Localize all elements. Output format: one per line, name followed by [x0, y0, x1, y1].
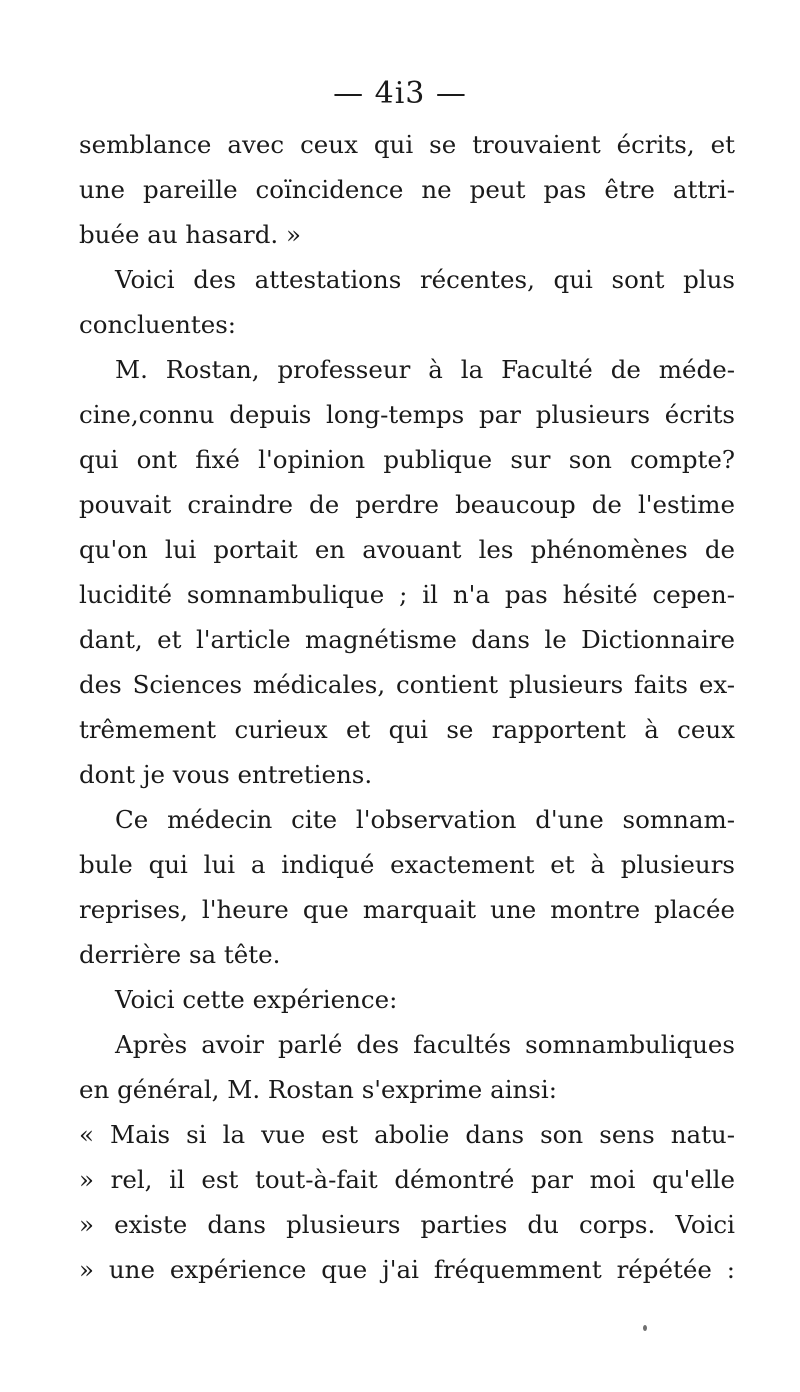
page-body-text: [79, 122, 735, 1292]
text-line: reprises, l'heure que marquait une montre placée: [79, 895, 735, 924]
text-line: qui ont fixé l'opinion publique sur son compte?: [79, 445, 735, 474]
text-line: dant, et l'article magnétisme dans le Dictionnaire: [79, 625, 735, 654]
text-line: dont je vous entretiens.: [79, 760, 373, 789]
text-line: buée au hasard. »: [79, 220, 301, 249]
text-line: trêmement curieux et qui se rapportent à ceux: [79, 715, 735, 744]
text-line: « Mais si la vue est abolie dans son sens natu-: [79, 1120, 735, 1149]
text-line: Ce médecin cite l'observation d'une somnam-: [115, 805, 735, 834]
text-line: bule qui lui a indiqué exactement et à plusieurs: [79, 850, 735, 879]
text-line: des Sciences médicales, contient plusieurs faits ex-: [79, 670, 735, 699]
text-line: semblance avec ceux qui se trouvaient écrits, et: [79, 130, 735, 159]
page-number: — 4i3 —: [333, 76, 467, 111]
text-line: qu'on lui portait en avouant les phénomènes de: [79, 535, 735, 564]
text-line: » existe dans plusieurs parties du corps. Voici: [79, 1210, 735, 1239]
paper-speck: [643, 1325, 647, 1331]
text-line: Après avoir parlé des facultés somnambuliques: [115, 1030, 735, 1059]
text-line: en général, M. Rostan s'exprime ainsi:: [79, 1075, 557, 1104]
text-line: une pareille coïncidence ne peut pas être attri-: [79, 175, 735, 204]
text-line: pouvait craindre de perdre beaucoup de l'estime: [79, 490, 735, 519]
text-line: lucidité somnambulique ; il n'a pas hésité cepen-: [79, 580, 735, 609]
text-line: M. Rostan, professeur à la Faculté de méde-: [115, 355, 735, 384]
text-line: » une expérience que j'ai fréquemment répétée :: [79, 1255, 735, 1284]
text-line: Voici cette expérience:: [115, 985, 398, 1014]
text-line: Voici des attestations récentes, qui sont plus: [115, 265, 735, 294]
text-line: cine,connu depuis long-temps par plusieurs écrits: [79, 400, 735, 429]
text-line: concluentes:: [79, 310, 237, 339]
text-line: » rel, il est tout-à-fait démontré par moi qu'elle: [79, 1165, 735, 1194]
text-line: derrière sa tête.: [79, 940, 281, 969]
